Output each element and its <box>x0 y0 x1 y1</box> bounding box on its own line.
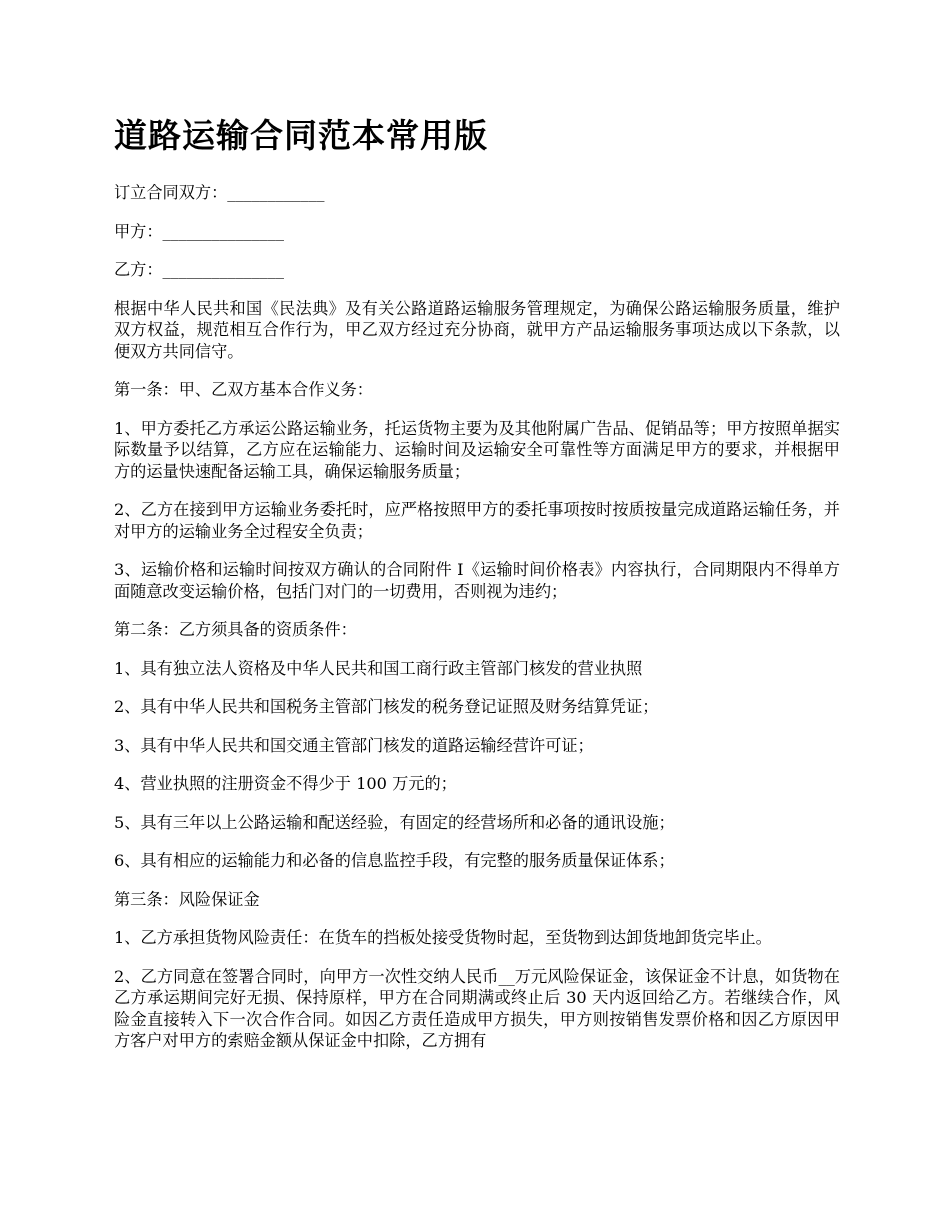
preamble-paragraph: 根据中华人民共和国《民法典》及有关公路道路运输服务管理规定，为确保公路运输服务质量，维护双方权益，规范相互合作行为，甲乙双方经过充分协商，就甲方产品运输服务事项达成以下条款，以便双方共同信守。 <box>114 298 840 361</box>
article-1-clause-2: 2、乙方在接到甲方运输业务委托时，应严格按照甲方的委托事项按时按质按量完成道路运输任务，并对甲方的运输业务全过程安全负责； <box>114 500 840 541</box>
article-3-heading: 第三条：风险保证金 <box>114 889 260 909</box>
article-2-clause-2: 2、具有中华人民共和国税务主管部门核发的税务登记证照及财务结算凭证； <box>114 697 659 716</box>
article-2-clause-1: 1、具有独立法人资格及中华人民共和国工商行政主管部门核发的营业执照 <box>114 658 643 678</box>
article-2-clause-3: 3、具有中华人民共和国交通主管部门核发的道路运输经营许可证； <box>114 735 594 755</box>
party-b-line: 乙方：_______________ <box>114 260 284 279</box>
article-3-clause-1: 1、乙方承担货物风险责任：在货车的挡板处接受货物时起，至货物到达卸货地卸货完毕止。 <box>114 928 772 947</box>
article-1-clause-1: 1、甲方委托乙方承运公路运输业务，托运货物主要为及其他附属广告品、促销品等；甲方按照单据实际数量予以结算，乙方应在运输能力、运输时间及运输安全可靠性等方面满足甲方的要求，并根据甲方的运量快速配备运输工具，确保运输服务质量； <box>114 418 840 481</box>
contract-parties-line: 订立合同双方：____________ <box>114 183 325 202</box>
article-1-clause-3: 3、运输价格和运输时间按双方确认的合同附件 I《运输时间价格表》内容执行，合同期限内不得单方面随意改变运输价格，包括门对门的一切费用，否则视为违约； <box>114 560 840 601</box>
article-2-clause-6: 6、具有相应的运输能力和必备的信息监控手段，有完整的服务质量保证体系； <box>114 851 675 870</box>
document-title: 道路运输合同范本常用版 <box>114 116 488 155</box>
article-2-clause-4: 4、营业执照的注册资金不得少于 100 万元的； <box>114 774 457 793</box>
article-3-clause-2: 2、乙方同意在签署合同时，向甲方一次性交纳人民币__万元风险保证金，该保证金不计息，如货物在乙方承运期间完好无损、保持原样，甲方在合同期满或终止后 30 天内返回给乙方。若继续合作，风险金直接转入下一次合作合同。如因乙方责任造成甲方损失，甲方则按销售发票价格和因乙方原因甲方客户对甲方的索赔金额从保证金中扣除，乙方拥有 <box>114 966 840 1050</box>
article-2-heading: 第二条：乙方须具备的资质条件： <box>114 620 357 639</box>
party-a-line: 甲方：_______________ <box>114 221 284 241</box>
document-page <box>114 112 840 1069</box>
article-1-heading: 第一条：甲、乙双方基本合作义务： <box>114 380 373 399</box>
article-2-clause-5: 5、具有三年以上公路运输和配送经验，有固定的经营场所和必备的通讯设施； <box>114 812 675 832</box>
